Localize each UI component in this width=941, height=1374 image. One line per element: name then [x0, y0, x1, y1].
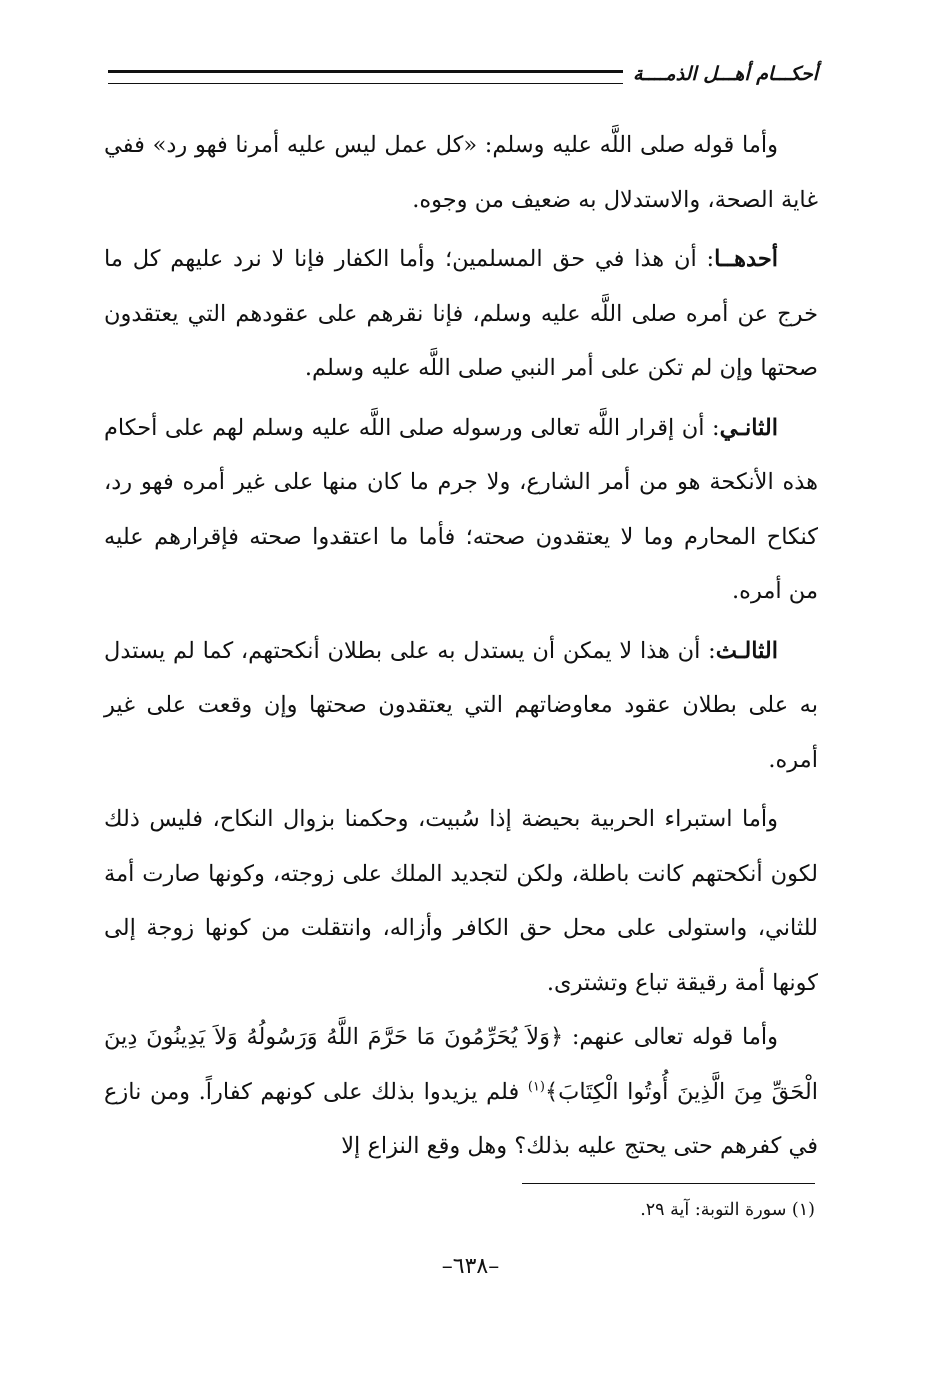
header-title: أحكـــام أهـــل الذمــــة [632, 63, 818, 85]
paragraph-text: : أن إقرار اللَّه تعالى ورسوله صلى اللَّه عليه وسلم لهم على أحكام هذه الأنكحة هو من أمر الشارع، ولا جرم ما كان منها على غير أمره فهو رد، كنكاح المحارم وما لا يعتقدون صحته؛ فأما ما اعتقدوا صحته فإقرارهم عليه من أمره. [104, 414, 818, 604]
paragraph-text: : أن هذا لا يمكن أن يستدل به على بطلان أنكحتهم، كما لم يستدل به على بطلان عقود معاوضاتهم التي يعتقدون صحتها وإن وقعت على غير أمره. [104, 637, 818, 773]
paragraph-text: وأما قوله تعالى عنهم: ﴿وَلاَ يُحَرِّمُونَ مَا حَرَّمَ اللَّهُ وَرَسُولُهُ وَلاَ يَدِينُونَ دِينَ الْحَقِّ مِنَ الَّذِينَ أُوتُوا الْكِتَابَ﴾ [104, 1024, 818, 1105]
paragraph-lead: الثانـي [719, 414, 778, 441]
paragraph-lead: أحدهــا [714, 246, 778, 272]
paragraph-text: وأما قوله صلى اللَّه عليه وسلم: «كل عمل ليس عليه أمرنا فهو رد» ففي غاية الصحة، والاستدلال به ضعيف من وجوه. [104, 132, 818, 213]
body-text [104, 118, 818, 1174]
footnote-reference: (١) [527, 1079, 545, 1094]
paragraph-third-reason [104, 624, 818, 788]
paragraph-text: : أن هذا في حق المسلمين؛ وأما الكفار فإنا لا نرد عليهم كل ما خرج عن أمره صلى اللَّه عليه وسلم، فإنا نقرهم على عقودهم التي يعتقدون صحتها وإن لم تكن على أمر النبي صلى اللَّه عليه وسلم. [104, 246, 818, 381]
running-header [108, 54, 818, 94]
paragraph-second-reason [104, 401, 818, 619]
paragraph-first-reason [104, 232, 818, 396]
paragraph-intro [104, 118, 818, 227]
header-rule [108, 70, 623, 84]
page-number: –٦٣٨– [441, 1254, 500, 1279]
paragraph-lead: الثالـث [715, 637, 778, 664]
footnote-rule [522, 1183, 815, 1184]
footnote: (١) سورة التوبة: آية ٢٩. [640, 1200, 815, 1220]
paragraph-text: وأما استبراء الحربية بحيضة إذا سُبيت، وحكمنا بزوال النكاح، فليس ذلك لكون أنكحتهم كانت باطلة، ولكن لتجديد الملك على زوجته، وكونها صارت أمة للثاني، واستولى على محل حق الكافر وأزاله، وانتقلت من كونها زوجة إلى كونها أمة رقيقة تباع وتشترى. [104, 806, 818, 996]
paragraph-quran-verse [104, 1010, 818, 1174]
paragraph-text-continued: فلم يزيدوا بذلك على كونهم كفاراً. ومن نازع في كفرهم حتى يحتج عليه بذلك؟ وهل وقع النزاع إلا [104, 1078, 818, 1159]
paragraph-istibra [104, 792, 818, 1010]
